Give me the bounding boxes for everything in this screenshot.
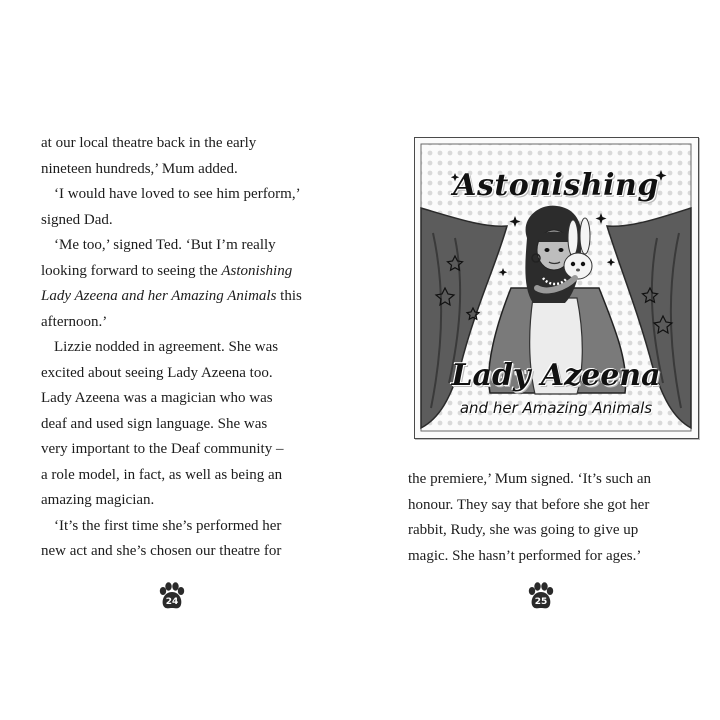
text-line: Lizzie nodded in agreement. She was (54, 339, 279, 355)
text-line: honour. They say that before she got her (408, 496, 650, 513)
text-span: this (276, 288, 302, 304)
text-line: rabbit, Rudy, she was going to give up (408, 522, 639, 538)
text-line: afternoon.’ (41, 313, 108, 330)
text-line: ‘It’s the first time she’s performed her (54, 517, 282, 534)
text-line: ‘I would have loved to see him perform,’ (54, 186, 301, 202)
page-number: 24 (165, 597, 179, 607)
text-line: magic. She hasn’t performed for ages.’ (408, 547, 642, 564)
poster-name: Lady Azeena (451, 358, 661, 393)
text-line: a role model, in fact, as well as being an (41, 466, 283, 483)
text-line: ‘Me too,’ signed Ted. ‘But I’m really (54, 237, 276, 253)
text-line: amazing magician. (41, 492, 155, 508)
text-line (41, 284, 309, 310)
poster-title: Astonishing (453, 168, 659, 203)
text-line: very important to the Deaf community – (41, 441, 284, 457)
text-line: deaf and used sign language. She was (41, 415, 268, 432)
text-line: Lady Azeena was a magician who was (41, 390, 273, 406)
page-number-badge (157, 581, 187, 611)
page-number-badge (526, 581, 556, 611)
text-line: signed Dad. (41, 211, 113, 228)
left-page-text (41, 131, 309, 565)
right-page-text (408, 467, 688, 569)
text-line: the premiere,’ Mum signed. ‘It’s such an (408, 471, 651, 487)
text-line: at our local theatre back in the early (41, 135, 257, 151)
text-span: looking forward to seeing the (41, 262, 222, 279)
text-line (41, 259, 309, 285)
text-line: nineteen hundreds,’ Mum added. (41, 160, 238, 177)
text-line: excited about seeing Lady Azeena too. (41, 364, 273, 381)
poster-subtitle: and her Amazing Animals (459, 399, 653, 417)
italic-title: Astonishing (221, 262, 293, 279)
italic-title: Lady Azeena and her Amazing Animals (41, 288, 277, 304)
poster-illustration (414, 137, 699, 439)
page-number: 25 (534, 597, 548, 607)
text-line: new act and she’s chosen our theatre for (41, 543, 282, 559)
